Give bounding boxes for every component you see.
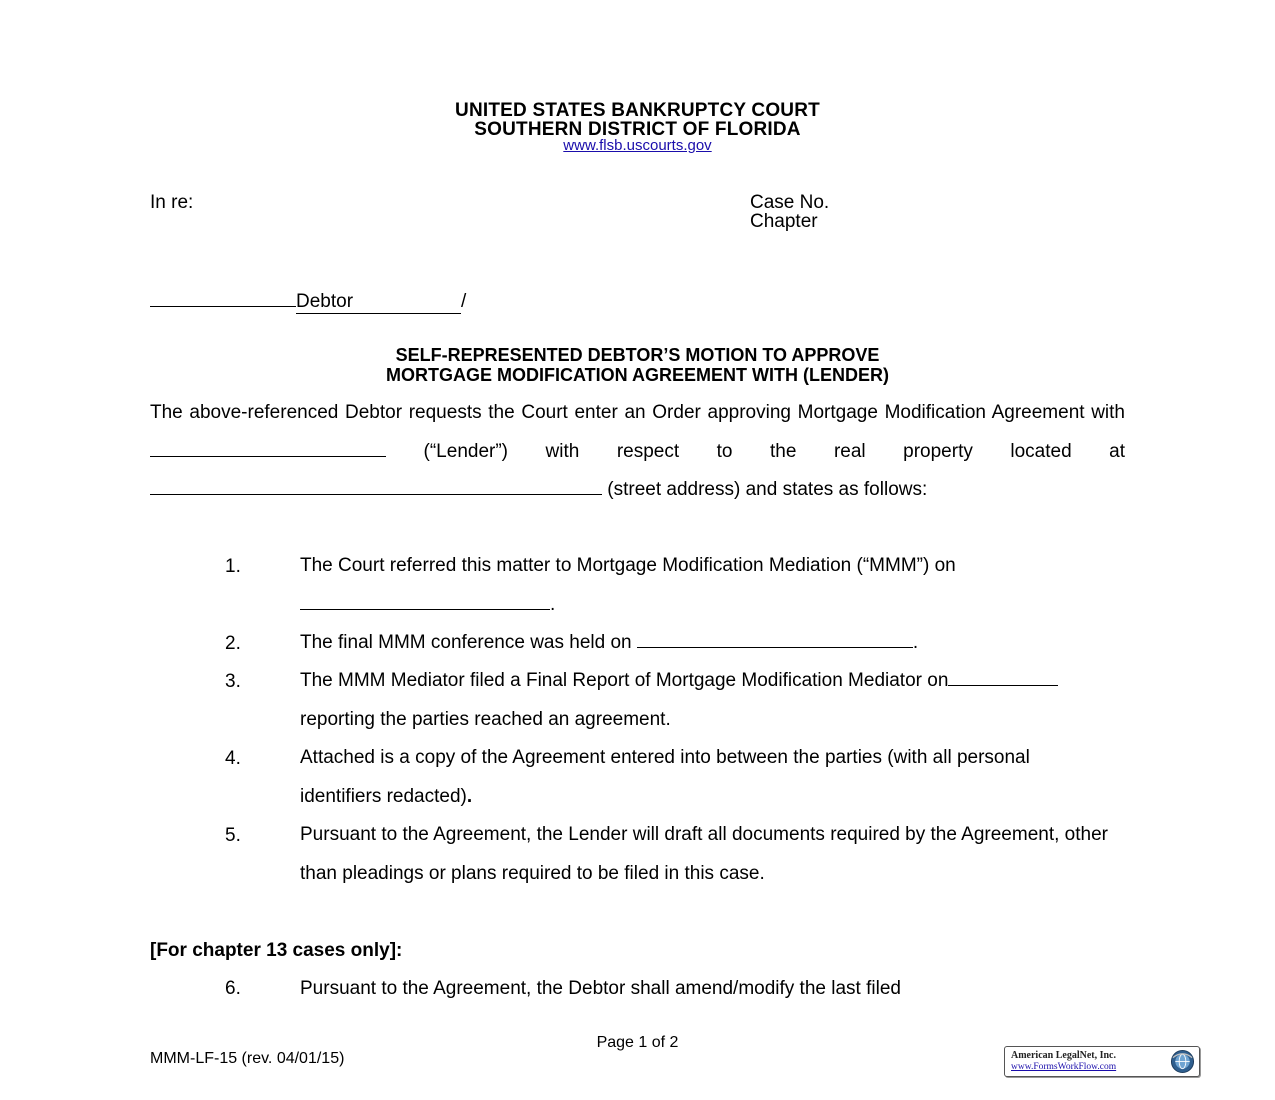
item-3-number: 3.: [225, 671, 241, 692]
chapter-label: Chapter: [750, 211, 818, 232]
item-1-text: [300, 547, 1128, 624]
item-2-text-a: The final MMM conference was held on: [300, 632, 632, 653]
case-no-label: Case No.: [750, 192, 830, 213]
chapter13-heading: [For chapter 13 cases only]:: [150, 940, 403, 961]
caption-slash: /: [461, 291, 467, 312]
intro-paragraph: [150, 394, 1125, 510]
item-5-number: 5.: [225, 825, 241, 846]
lender-blank: [150, 438, 386, 457]
american-legalnet-logo[interactable]: [1004, 1046, 1200, 1077]
motion-title-line2: MORTGAGE MODIFICATION AGREEMENT WITH (LENDER): [386, 365, 889, 385]
logo-company-name: American LegalNet, Inc.: [1011, 1050, 1116, 1061]
item-4-text: [300, 739, 1090, 816]
street-address-blank: [150, 476, 602, 495]
item-2-text: [300, 624, 1128, 663]
court-name: UNITED STATES BANKRUPTCY COURT: [455, 100, 820, 121]
globe-icon: [1170, 1049, 1195, 1074]
court-website-link[interactable]: www.flsb.uscourts.gov: [563, 137, 712, 154]
logo-website-link[interactable]: www.FormsWorkFlow.com: [1011, 1062, 1117, 1072]
intro-text-3: (street address) and states as follows:: [607, 479, 928, 500]
item-4-number: 4.: [225, 748, 241, 769]
mmm-referral-date-blank: [300, 591, 550, 610]
item-4-text-a: Attached is a copy of the Agreement entered into between the parties (with all personal identifiers redacted): [300, 747, 1030, 807]
item-6-number: 6.: [225, 978, 241, 999]
motion-title-line1: SELF-REPRESENTED DEBTOR’S MOTION TO APPROVE: [395, 345, 880, 365]
item-2-number: 2.: [225, 633, 241, 654]
debtor-label: Debtor: [296, 291, 461, 314]
item-3-text: [300, 662, 1128, 739]
intro-text-1: The above-referenced Debtor requests the Court enter an Order approving Mortgage Modification Agreement with: [150, 402, 1125, 423]
final-report-date-blank: [948, 667, 1058, 686]
court-website-wrapper: [0, 137, 1275, 155]
page-number: Page 1 of 2: [596, 1034, 679, 1051]
intro-text-2: (“Lender”) with respect to the real property located at: [423, 440, 1125, 462]
form-id: MMM-LF-15 (rev. 04/01/15): [150, 1050, 345, 1067]
court-district: SOUTHERN DISTRICT OF FLORIDA: [474, 119, 801, 140]
item-1-number: 1.: [225, 556, 241, 577]
final-conference-date-blank: [637, 629, 913, 648]
item-5-text: Pursuant to the Agreement, the Lender will draft all documents required by the Agreement, other than pleadings or plans required to be filed in this case.: [300, 824, 1108, 884]
item-6-text: Pursuant to the Agreement, the Debtor shall amend/modify the last filed: [300, 978, 901, 999]
in-re-label: In re:: [150, 192, 194, 213]
item-3-text-a: The MMM Mediator filed a Final Report of Mortgage Modification Mediator on: [300, 670, 949, 691]
item-1-text-a: The Court referred this matter to Mortgage Modification Mediation (“MMM”) on: [300, 555, 956, 576]
item-1-period: .: [550, 593, 556, 615]
debtor-line: [150, 288, 466, 314]
debtor-name-blank: [150, 288, 296, 307]
item-4-period: .: [466, 785, 473, 807]
item-3-text-b: reporting the parties reached an agreement.: [300, 708, 671, 730]
item-2-period: .: [912, 632, 919, 653]
